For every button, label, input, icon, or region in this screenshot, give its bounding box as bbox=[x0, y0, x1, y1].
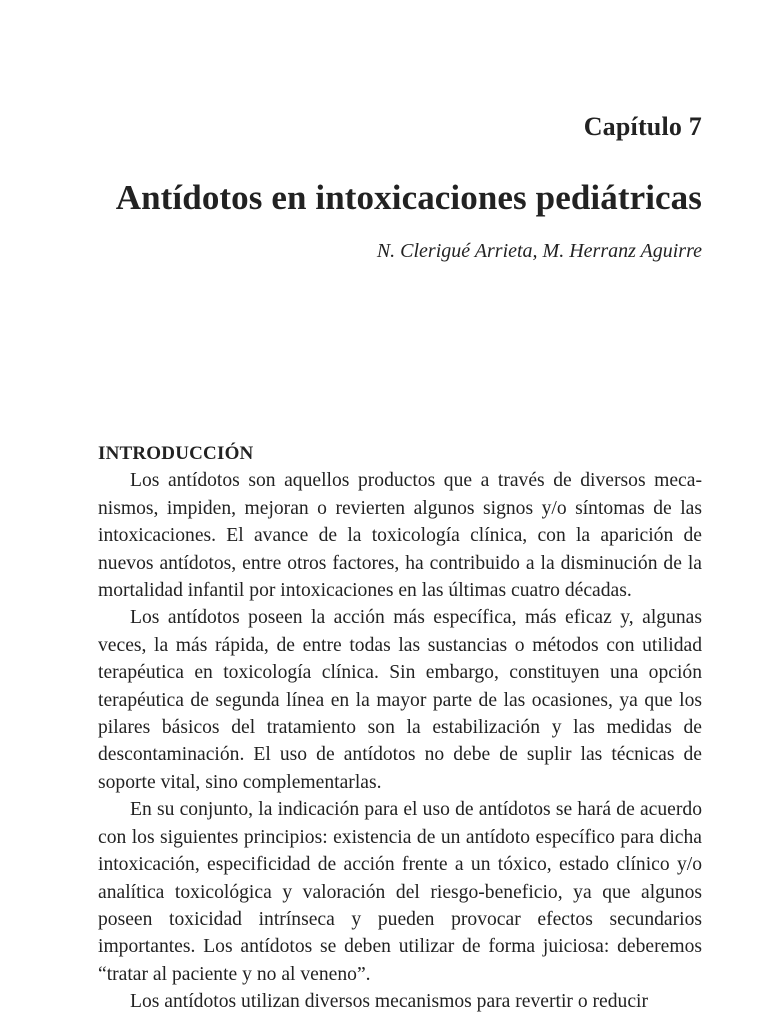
body-text bbox=[98, 440, 702, 1016]
section-heading: INTRODUCCIÓN bbox=[98, 443, 254, 464]
paragraph: Los antídotos poseen la acción más específica, más eficaz y, algunas veces, la más rápida, de entre todas las sustancias o métodos con utilidad terapéutica en toxicología clínica. Sin embargo, constituyen una opción terapéutica de segunda línea en la mayor parte de las ocasiones, ya que los pilares básicos del tratamiento son la estabilización y las medidas de descontaminación. El uso de antídotos no debe de suplir las técnicas de soporte vital, sino complementarlas. bbox=[98, 607, 702, 793]
chapter-title: Antídotos en intoxicaciones pediátricas bbox=[115, 178, 702, 217]
chapter-authors: N. Clerigué Arrieta, M. Herranz Aguirre bbox=[376, 240, 702, 262]
paragraph: Los antídotos son aquellos productos que a través de diversos mecanismos, impiden, mejoran o revierten algunos signos y/o síntomas de las intoxicaciones. El avance de la toxicología clínica, con la aparición de nuevos antídotos, entre otros factores, ha contribuido a la disminución de la mortalidad infantil por intoxicaciones en las últimas cuatro décadas. bbox=[98, 470, 702, 602]
chapter-label: Capítulo 7 bbox=[583, 112, 702, 141]
paragraph: Los antídotos utilizan diversos mecanismos para revertir o reducir bbox=[130, 991, 648, 1013]
paragraph: En su conjunto, la indicación para el uso de antídotos se hará de acuerdo con los siguientes principios: existencia de un antídoto específico para dicha intoxicación, especificidad de acción frente a un tóxico, estado clínico y/o analítica toxicológica y valoración del riesgo-beneficio, ya que algunos poseen toxicidad intrínseca y pueden provocar efectos secundarios importantes. Los antídotos se deben utilizar de forma juiciosa: deberemos “tratar al paciente y no al veneno”. bbox=[98, 799, 702, 985]
